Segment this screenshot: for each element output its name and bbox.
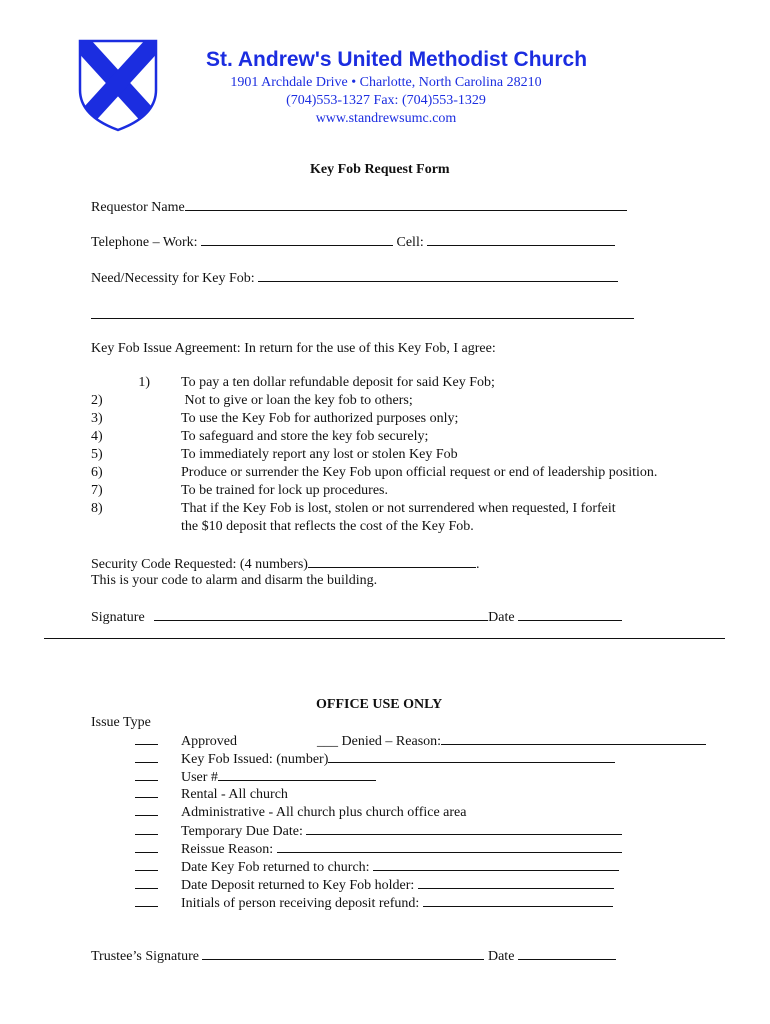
signature-date-field[interactable] — [518, 608, 622, 621]
need-label: Need/Necessity for Key Fob: — [91, 271, 255, 286]
signature-field[interactable] — [154, 608, 488, 621]
issue-type-label: Issue Type — [91, 715, 151, 730]
initials-checkbox[interactable] — [135, 895, 158, 907]
user-num-label: User # — [181, 770, 218, 785]
agreement-num-2: 2) — [91, 393, 103, 408]
security-label: Security Code Requested: (4 numbers) — [91, 557, 308, 572]
church-website[interactable]: www.standrewsumc.com — [315, 111, 457, 126]
fob-number-field[interactable] — [328, 750, 615, 763]
date-returned-checkbox[interactable] — [135, 859, 158, 871]
initials-label: Initials of person receiving deposit refund: — [181, 896, 420, 911]
agreement-list — [91, 375, 657, 537]
agreement-text-7: To be trained for lock up procedures. — [181, 483, 388, 498]
administrative-label: Administrative - All church plus church office area — [181, 805, 467, 820]
signature-date-label: Date — [488, 610, 515, 625]
trustee-signature-field[interactable] — [202, 947, 484, 960]
requestor-name-field[interactable] — [185, 198, 627, 211]
telephone-work-field[interactable] — [201, 233, 393, 246]
cell-field[interactable] — [427, 233, 615, 246]
temp-due-checkbox[interactable] — [135, 823, 158, 835]
requestor-label: Requestor Name — [91, 200, 185, 215]
reissue-label: Reissue Reason: — [181, 842, 274, 857]
rental-checkbox[interactable] — [135, 786, 158, 798]
agreement-text-2: Not to give or loan the key fob to others; — [181, 393, 413, 408]
date-returned-field[interactable] — [373, 858, 619, 871]
form-title: Key Fob Request Form — [310, 162, 450, 177]
security-period: . — [475, 557, 480, 572]
agreement-num-1: 1) — [138, 375, 150, 390]
telephone-work-label: Telephone – Work: — [91, 235, 198, 250]
trustee-row — [91, 947, 616, 965]
agreement-num-6: 6) — [91, 465, 103, 480]
user-num-field[interactable] — [218, 768, 376, 781]
deposit-returned-field[interactable] — [418, 876, 614, 889]
agreement-text-5: To immediately report any lost or stolen Key Fob — [181, 447, 458, 462]
agreement-text-8-cont: the $10 deposit that reflects the cost of the Key Fob. — [181, 519, 474, 534]
agreement-text-8: That if the Key Fob is lost, stolen or not surrendered when requested, I forfeit — [181, 501, 616, 516]
requestor-row — [91, 198, 627, 216]
temp-due-label: Temporary Due Date: — [181, 824, 303, 839]
date-returned-label: Date Key Fob returned to church: — [181, 860, 370, 875]
fob-issued-checkbox[interactable] — [135, 751, 158, 763]
denied-label: ___ Denied – Reason: — [317, 734, 442, 749]
deposit-returned-label: Date Deposit returned to Key Fob holder: — [181, 878, 415, 893]
office-use-heading: OFFICE USE ONLY — [316, 697, 443, 712]
church-address: 1901 Archdale Drive • Charlotte, North Carolina 28210 — [230, 75, 542, 90]
telephone-row — [91, 233, 615, 251]
approved-checkbox[interactable] — [135, 733, 158, 745]
agreement-num-3: 3) — [91, 411, 103, 426]
reissue-field[interactable] — [277, 840, 622, 853]
administrative-checkbox[interactable] — [135, 804, 158, 816]
agreement-num-5: 5) — [91, 447, 103, 462]
fob-issued-label: Key Fob Issued: (number) — [181, 752, 329, 767]
agreement-text-4: To safeguard and store the key fob securely; — [181, 429, 429, 444]
security-note: This is your code to alarm and disarm the building. — [91, 573, 378, 588]
approved-label: Approved — [181, 734, 237, 749]
church-shield-logo — [77, 38, 159, 132]
need-field-line-2[interactable] — [91, 318, 634, 319]
denied-reason-field[interactable] — [441, 732, 706, 745]
need-row — [91, 269, 618, 287]
trustee-date-field[interactable] — [518, 947, 616, 960]
deposit-returned-checkbox[interactable] — [135, 877, 158, 889]
reissue-checkbox[interactable] — [135, 841, 158, 853]
agreement-text-6: Produce or surrender the Key Fob upon official request or end of leadership position. — [181, 465, 658, 480]
agreement-intro: Key Fob Issue Agreement: In return for the use of this Key Fob, I agree: — [91, 341, 496, 356]
trustee-date-label: Date — [487, 949, 515, 964]
signature-row — [91, 608, 622, 626]
temp-due-field[interactable] — [306, 822, 622, 835]
security-code-field[interactable] — [308, 555, 476, 568]
church-name: St. Andrew's United Methodist Church — [206, 48, 588, 71]
agreement-num-7: 7) — [91, 483, 103, 498]
agreement-num-4: 4) — [91, 429, 103, 444]
security-row — [91, 555, 479, 573]
signature-label: Signature — [91, 610, 145, 625]
user-num-checkbox[interactable] — [135, 769, 158, 781]
initials-field[interactable] — [423, 894, 613, 907]
office-list — [135, 732, 706, 912]
cell-label: Cell: — [396, 235, 424, 250]
agreement-num-8: 8) — [91, 501, 103, 516]
section-divider — [44, 638, 725, 639]
church-phone-fax: (704)553-1327 Fax: (704)553-1329 — [286, 93, 486, 108]
trustee-signature-label: Trustee’s Signature — [91, 949, 199, 964]
rental-label: Rental - All church — [181, 787, 288, 802]
need-field[interactable] — [258, 269, 618, 282]
agreement-text-1: To pay a ten dollar refundable deposit for said Key Fob; — [181, 375, 495, 390]
agreement-text-3: To use the Key Fob for authorized purposes only; — [181, 411, 459, 426]
